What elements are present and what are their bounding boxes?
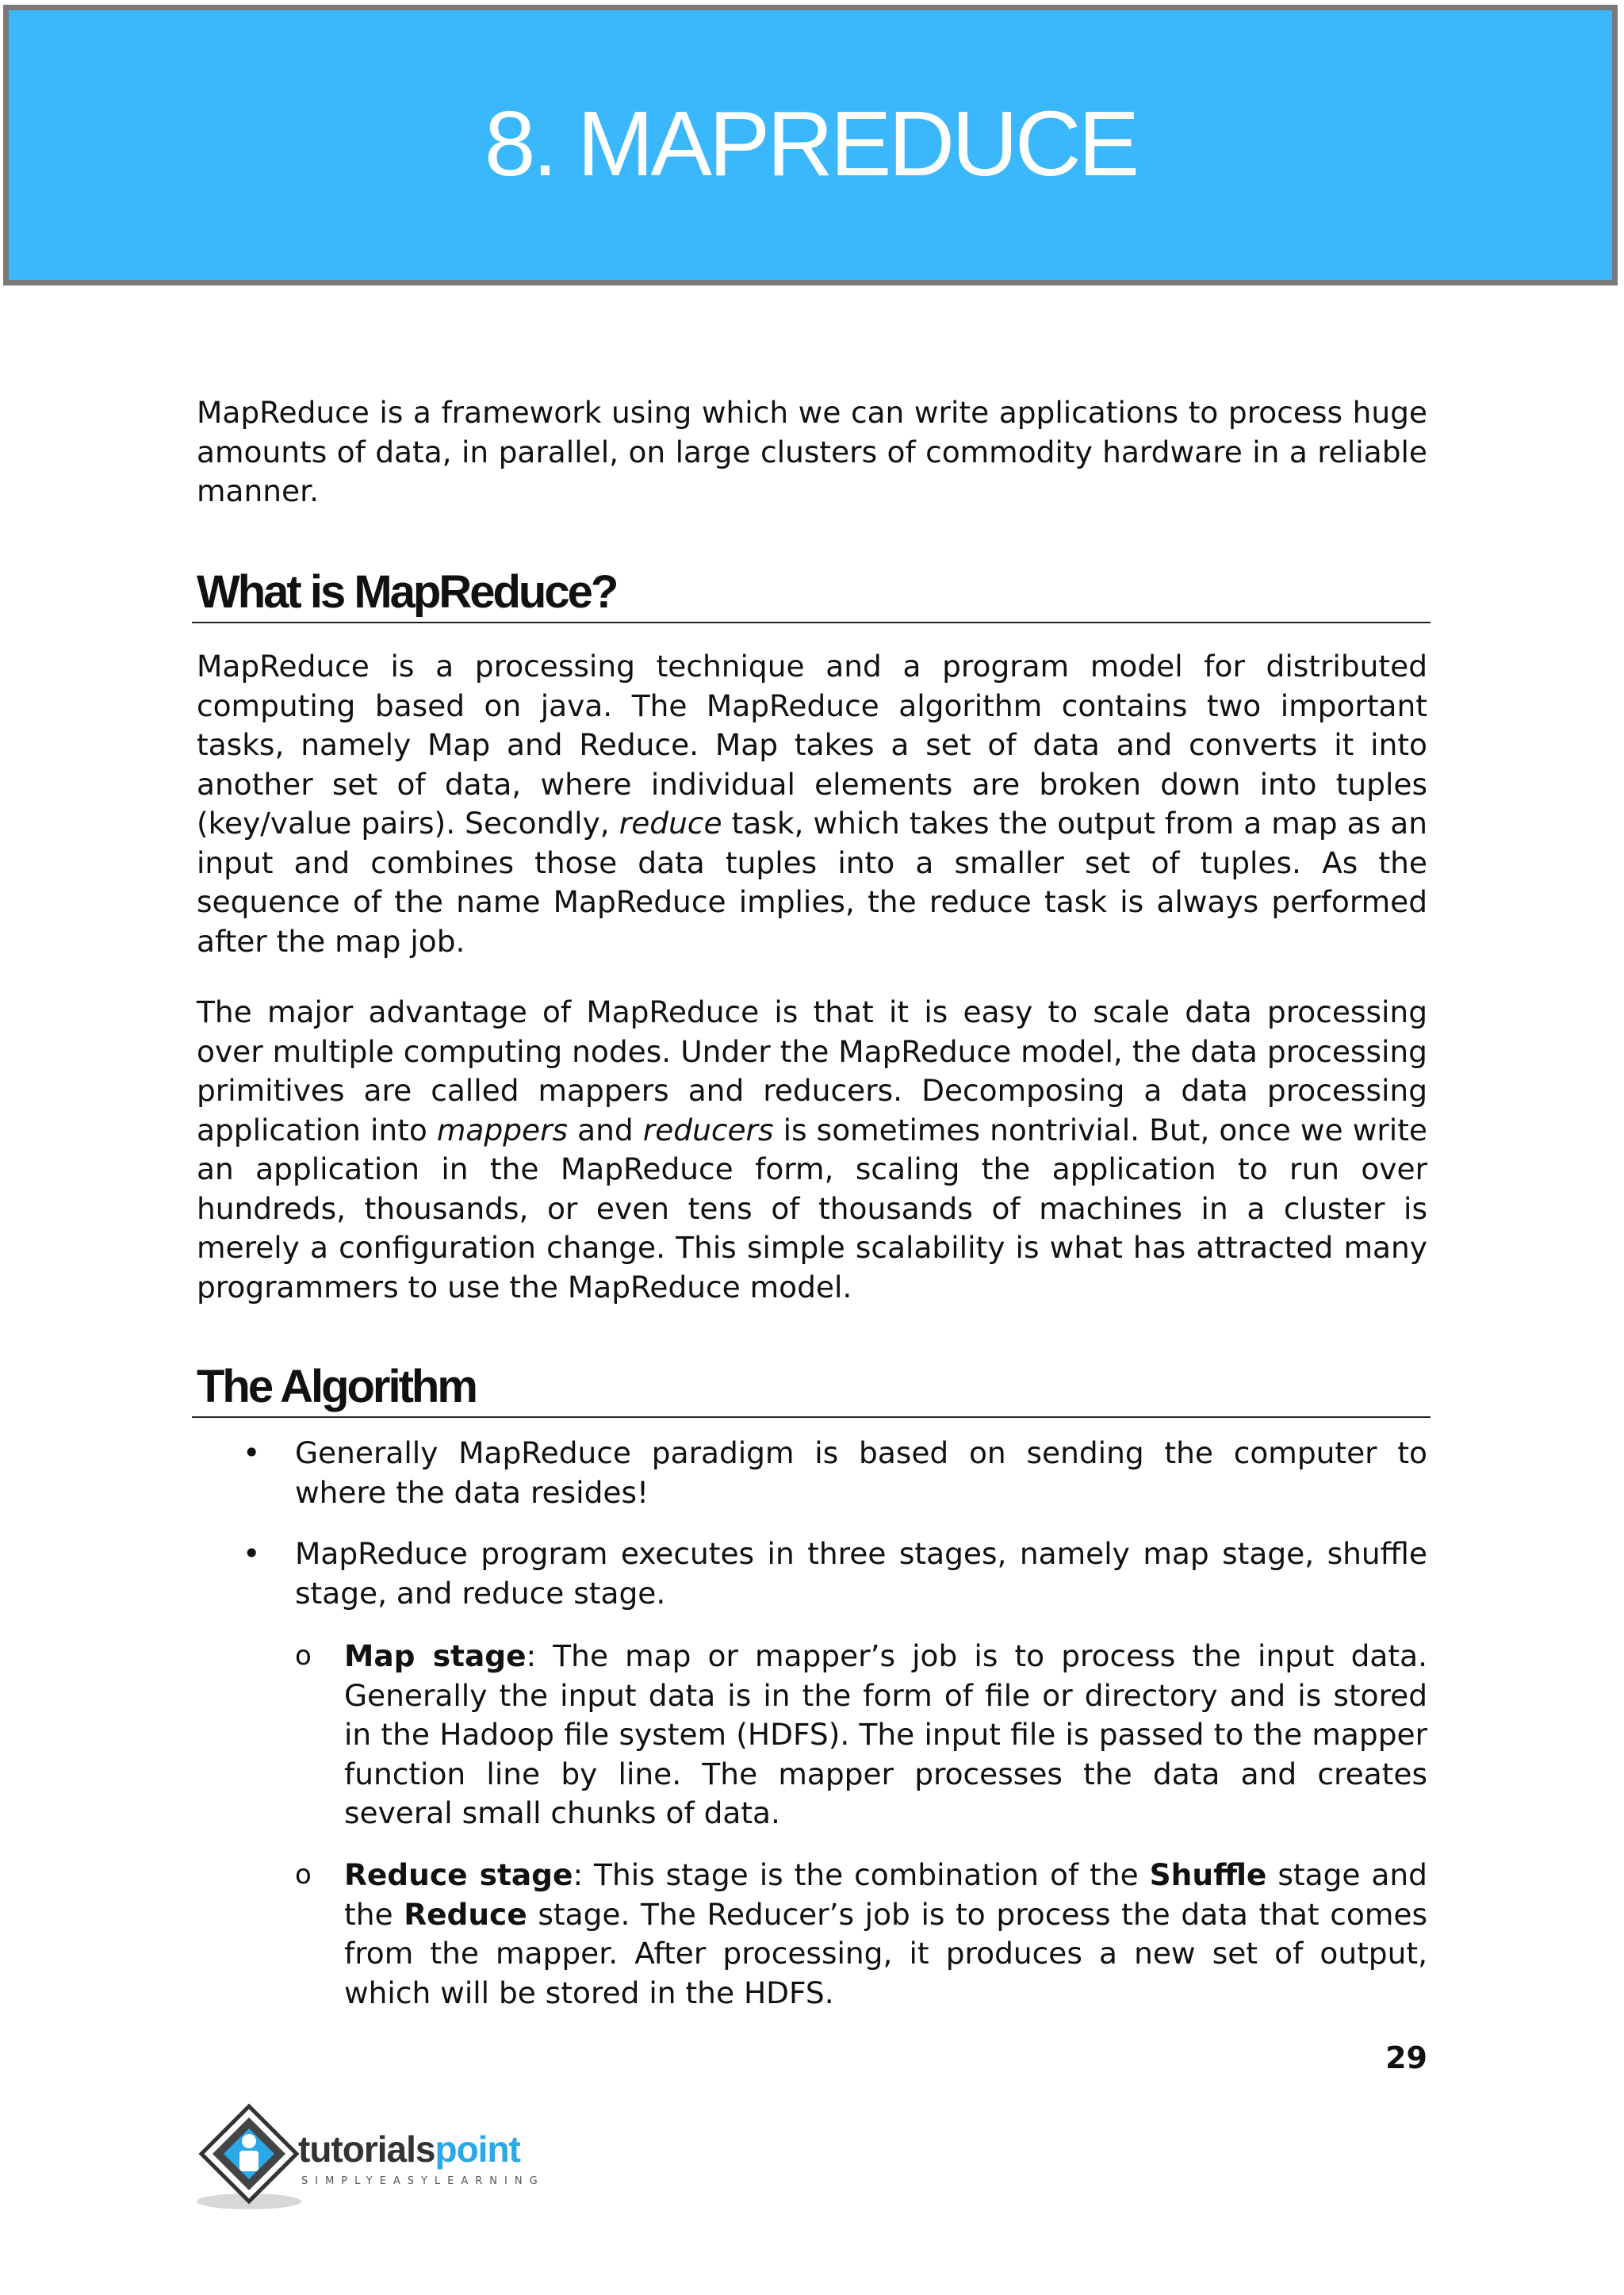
emphasis-reduce: reduce: [619, 806, 722, 841]
bullet-marker: •: [243, 1536, 261, 1571]
section-heading-what-is-mapreduce: What is MapReduce?: [197, 566, 617, 618]
emphasis-mappers: mappers: [436, 1112, 569, 1148]
bullet-marker: •: [243, 1435, 261, 1470]
section1-paragraph-2: The major advantage of MapReduce is that it is easy to scale data processing over multiple computing nodes. Under the MapReduce model, the data processing primitives are called mappers and reducers. Decomposing a data processing application into mappers and reducers is sometimes nontrivial. But, once we write an application in the MapReduce form, scaling the application to run over hundreds, thousands, or even tens of thousands of machines in a cluster is merely a configuration change. This simple scalability is what has attracted many programmers to use the MapReduce model.: [197, 994, 1427, 1305]
sub-bullet-marker: o: [295, 1640, 312, 1672]
section-rule: [192, 622, 1431, 623]
section-rule: [192, 1416, 1431, 1418]
logo-tagline: SIMPLYEASYLEARNING: [301, 2175, 545, 2187]
page-number: 29: [1385, 2040, 1427, 2075]
shuffle-bold: Shuffle: [1149, 1857, 1267, 1892]
logo-wordmark: tutorialspoint: [298, 2128, 520, 2170]
bullet-item-2: MapReduce program executes in three stages, namely map stage, shuffle stage, and reduce stage.: [295, 1536, 1427, 1611]
map-stage-label: Map stage: [344, 1638, 527, 1673]
bullet-item-1: Generally MapReduce paradigm is based on sending the computer to where the data resides!: [295, 1435, 1427, 1510]
reduce-stage-label: Reduce stage: [344, 1857, 573, 1892]
sub-item-reduce-stage: Reduce stage: This stage is the combination of the Shuffle stage and the Reduce stage. The Reducer’s job is to process the data that comes from the mapper. After processing, it produces a new set of output, which will be stored in the HDFS.: [344, 1857, 1427, 2010]
chapter-title: 8. MAPREDUCE: [484, 92, 1137, 195]
reduce-bold: Reduce: [404, 1896, 527, 1932]
emphasis-reducers: reducers: [642, 1112, 774, 1148]
sub-bullet-marker: o: [295, 1859, 312, 1891]
intro-paragraph: MapReduce is a framework using which we can write applications to process huge amounts of data, in parallel, on large clusters of commodity hardware in a reliable manner.: [197, 395, 1427, 508]
tutorialspoint-logo: [195, 2102, 576, 2213]
section-heading-the-algorithm: The Algorithm: [197, 1361, 476, 1412]
section1-paragraph-1: MapReduce is a processing technique and a program model for distributed computing based on java. The MapReduce algorithm contains two important tasks, namely Map and Reduce. Map takes a set of data and converts it into another set of data, where individual elements are broken down into tuples (key/value pairs). Secondly, reduce task, which takes the output from a map as an input and combines those data tuples into a smaller set of tuples. As the sequence of the name MapReduce implies, the reduce task is always performed after the map job.: [197, 649, 1427, 959]
sub-item-map-stage: Map stage: The map or mapper’s job is to process the input data. Generally the input data is in the form of file or directory and is stored in the Hadoop file system (HDFS). The input file is passed to the mapper function line by line. The mapper processes the data and creates several small chunks of data.: [344, 1638, 1427, 1830]
chapter-header-band: [3, 5, 1618, 285]
